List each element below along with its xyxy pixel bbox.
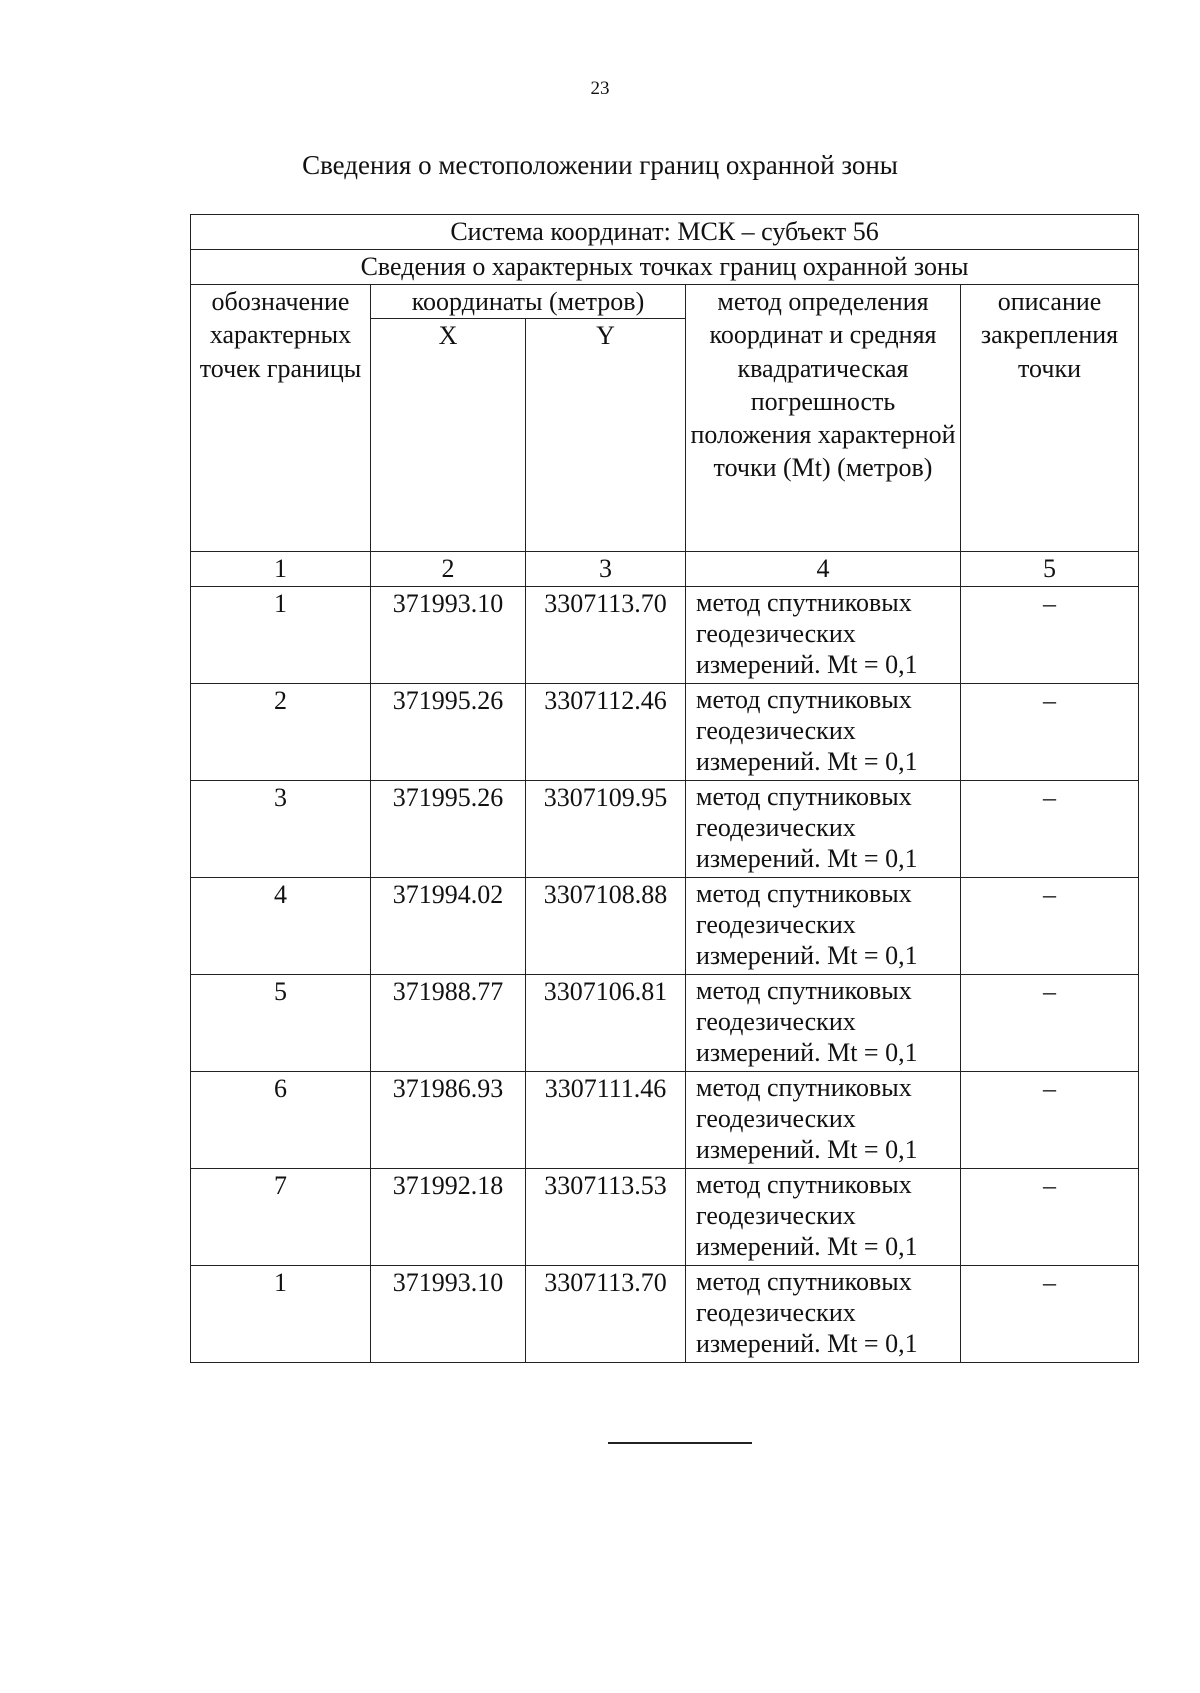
point-cell: 5 [191,974,371,1071]
x-cell: 371988.77 [371,974,526,1071]
table-row [191,1071,1139,1168]
table-row [191,780,1139,877]
y-cell: 3307113.70 [526,1265,686,1362]
y-cell: 3307112.46 [526,683,686,780]
method-cell: метод спутниковых геодезических измерений. Mt = 0,1 [686,1265,961,1362]
column-number: 1 [191,552,371,586]
page-title: Сведения о местоположении границ охранной зоны [302,150,898,180]
coordinate-system-label: Система координат: МСК – субъект 56 [191,215,1139,250]
column-number: 5 [961,552,1139,586]
description-cell: – [961,877,1139,974]
header-description: описание закрепления точки [961,285,1139,552]
point-cell: 1 [191,1265,371,1362]
x-cell: 371992.18 [371,1168,526,1265]
description-cell: – [961,974,1139,1071]
page-number: 23 [590,78,610,99]
point-cell: 6 [191,1071,371,1168]
y-cell: 3307108.88 [526,877,686,974]
point-cell: 4 [191,877,371,974]
y-cell: 3307109.95 [526,780,686,877]
description-cell: – [961,780,1139,877]
point-cell: 1 [191,586,371,683]
table-row [191,1265,1139,1362]
point-cell: 3 [191,780,371,877]
method-cell: метод спутниковых геодезических измерений. Mt = 0,1 [686,1168,961,1265]
point-cell: 2 [191,683,371,780]
x-cell: 371986.93 [371,1071,526,1168]
column-number: 2 [371,552,526,586]
description-cell: – [961,1265,1139,1362]
table-row [191,974,1139,1071]
y-cell: 3307113.70 [526,586,686,683]
header-designation: обозначение характерных точек границы [191,285,371,552]
section-label: Сведения о характерных точках границ охранной зоны [191,250,1139,285]
x-cell: 371994.02 [371,877,526,974]
method-cell: метод спутниковых геодезических измерений. Mt = 0,1 [686,1071,961,1168]
table-row [191,877,1139,974]
x-cell: 371993.10 [371,1265,526,1362]
table-row [191,586,1139,683]
column-numbers-row [191,552,1139,586]
header-y: Y [526,319,686,552]
y-cell: 3307113.53 [526,1168,686,1265]
point-cell: 7 [191,1168,371,1265]
header-x: X [371,319,526,552]
column-number: 3 [526,552,686,586]
description-cell: – [961,1071,1139,1168]
description-cell: – [961,683,1139,780]
method-cell: метод спутниковых геодезических измерений. Mt = 0,1 [686,877,961,974]
y-cell: 3307111.46 [526,1071,686,1168]
header-coordinates: координаты (метров) [371,285,686,319]
coordinates-table [190,214,1139,1363]
method-cell: метод спутниковых геодезических измерений. Mt = 0,1 [686,586,961,683]
footer-divider [608,1442,752,1444]
x-cell: 371993.10 [371,586,526,683]
method-cell: метод спутниковых геодезических измерений. Mt = 0,1 [686,780,961,877]
y-cell: 3307106.81 [526,974,686,1071]
column-number: 4 [686,552,961,586]
method-cell: метод спутниковых геодезических измерений. Mt = 0,1 [686,683,961,780]
description-cell: – [961,1168,1139,1265]
header-method: метод определения координат и средняя квадратическая погрешность положения характерной точки (Mt) (метров) [686,285,961,552]
method-cell: метод спутниковых геодезических измерений. Mt = 0,1 [686,974,961,1071]
table-row [191,1168,1139,1265]
x-cell: 371995.26 [371,683,526,780]
x-cell: 371995.26 [371,780,526,877]
table-row [191,683,1139,780]
description-cell: – [961,586,1139,683]
